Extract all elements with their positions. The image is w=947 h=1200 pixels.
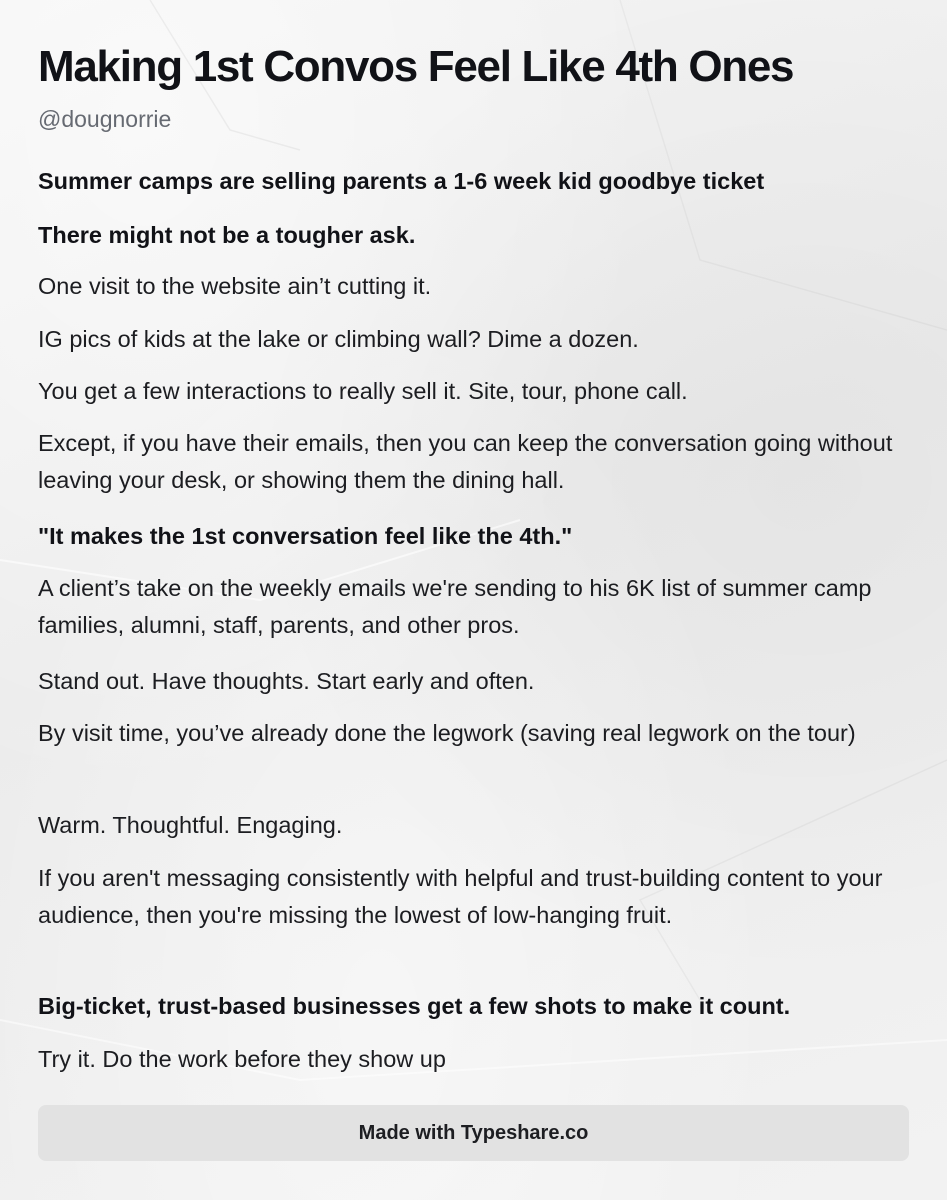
paragraph: Big-ticket, trust-based businesses get a few shots to make it count. bbox=[38, 993, 791, 1019]
paragraph: IG pics of kids at the lake or climbing wall? Dime a dozen. bbox=[38, 326, 639, 352]
paragraph: Summer camps are selling parents a 1-6 week kid goodbye ticket bbox=[38, 168, 765, 194]
author-handle: @dougnorrie bbox=[38, 106, 172, 132]
paragraph: Warm. Thoughtful. Engaging. bbox=[38, 812, 343, 838]
typeshare-footer[interactable] bbox=[38, 1105, 909, 1161]
footer-label: Made with Typeshare.co bbox=[358, 1121, 589, 1144]
paragraph: Try it. Do the work before they show up bbox=[38, 1046, 446, 1072]
paragraph: "It makes the 1st conversation feel like the 4th." bbox=[38, 523, 573, 549]
paragraph: Stand out. Have thoughts. Start early and often. bbox=[38, 668, 535, 694]
paragraph: A client’s take on the weekly emails we're sending to his 6K list of summer camp families, alumni, staff, parents, and other pros. bbox=[38, 575, 872, 638]
paragraph: One visit to the website ain’t cutting it. bbox=[38, 273, 432, 299]
paragraph: Except, if you have their emails, then you can keep the conversation going without leaving your desk, or showing them the dining hall. bbox=[38, 430, 893, 493]
paragraph: There might not be a tougher ask. bbox=[38, 222, 416, 248]
paragraph: If you aren't messaging consistently with helpful and trust-building content to your audience, then you're missing the lowest of low-hanging fruit. bbox=[38, 865, 883, 928]
paragraph: By visit time, you’ve already done the legwork (saving real legwork on the tour) bbox=[38, 720, 856, 746]
post-title: Making 1st Convos Feel Like 4th Ones bbox=[38, 42, 794, 91]
paragraph: You get a few interactions to really sell it. Site, tour, phone call. bbox=[38, 378, 688, 404]
